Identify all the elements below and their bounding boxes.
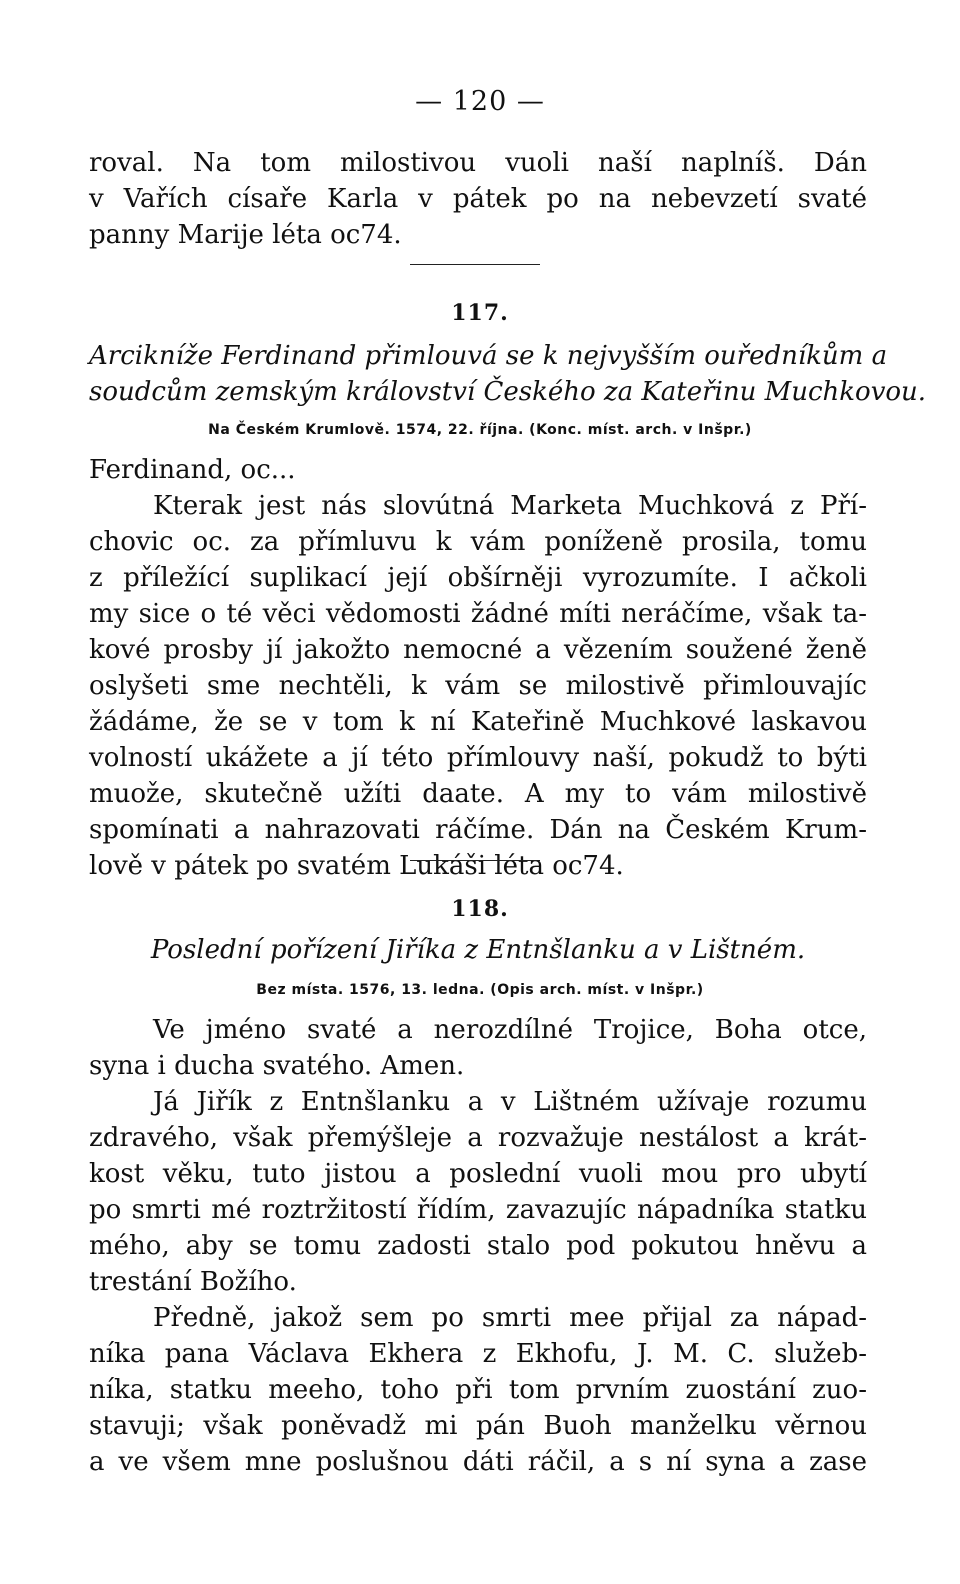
- section-divider: [410, 264, 540, 265]
- text-line: chovic oc. za přímluvu k vám poníženě prosila, tomu: [89, 527, 867, 557]
- text-line: oslyšeti sme nechtěli, k vám se milostivě přimlouvajíc: [89, 671, 867, 701]
- text-line: po smrti mé roztržitostí řídím, zavazujíc nápadníka statku: [89, 1195, 867, 1225]
- document-source: Bez místa. 1576, 13. ledna. (Opis arch. míst. v Inšpr.): [256, 982, 704, 998]
- text-line: kost věku, tuto jistou a poslední vuoli mou pro ubytí: [89, 1159, 867, 1189]
- text-line: mého, aby se tomu zadosti stalo pod pokutou hněvu a: [89, 1231, 867, 1261]
- document-number: 118.: [451, 896, 509, 922]
- text-line: syna i ducha svatého. Amen.: [89, 1051, 465, 1081]
- text-line: zdravého, však přemýšleje a rozvažuje nestálost a krát-: [89, 1123, 867, 1153]
- text-line: panny Marije léta oc74.: [89, 220, 402, 250]
- text-line: Já Jiřík z Entnšlanku a v Lištném užívaje rozumu: [153, 1087, 867, 1117]
- title-line: Poslední pořízení Jiříka z Entnšlanku a v Lištném.: [150, 935, 806, 965]
- text-line: trestání Božího.: [89, 1267, 297, 1297]
- text-line: níka, statku meeho, toho při tom prvním zuostání zuo-: [89, 1375, 867, 1405]
- text-line: roval. Na tom milostivou vuoli naší naplníš. Dán: [89, 148, 867, 178]
- text-line: lově v pátek po svatém Lukáši léta oc74.: [89, 851, 624, 881]
- document-number: 117.: [451, 300, 509, 326]
- section-divider: [410, 860, 540, 861]
- document-title: [89, 932, 867, 968]
- intro-paragraph: [89, 145, 867, 253]
- text-line: Kterak jest nás slovútná Marketa Muchková z Pří-: [153, 491, 867, 521]
- text-line: volností ukážete a jí této přímlouvy naší, pokudž to býti: [89, 743, 867, 773]
- text-line: Ve jméno svaté a nerozdílné Trojice, Boha otce,: [153, 1015, 867, 1045]
- text-line: z příležící suplikací její obšírněji vyrozumíte. I ačkoli: [89, 563, 867, 593]
- text-line: níka pana Václava Ekhera z Ekhofu, J. M. C. služeb-: [89, 1339, 867, 1369]
- document-title: [89, 338, 927, 410]
- title-line: soudcům zemským království Českého za Kateřinu Muchkovou.: [89, 377, 927, 407]
- document-body: [89, 1012, 867, 1480]
- text-line: spomínati a nahrazovati ráčíme. Dán na Českém Krum-: [89, 815, 867, 845]
- document-body: [89, 452, 867, 884]
- text-line: žádáme, že se v tom k ní Kateřině Muchkové laskavou: [89, 707, 867, 737]
- text-line: muože, skutečně užíti daate. A my to vám milostivě: [89, 779, 867, 809]
- text-line: Předně, jakož sem po smrti mee přijal za nápad-: [153, 1303, 867, 1333]
- text-line: stavuji; však poněvadž mi pán Buoh manželku věrnou: [89, 1411, 867, 1441]
- salutation-line: Ferdinand, oc...: [89, 455, 296, 485]
- text-line: v Vařích císaře Karla v pátek po na nebevzetí svaté: [89, 184, 867, 214]
- document-source: Na Českém Krumlově. 1574, 22. října. (Konc. míst. arch. v Inšpr.): [208, 422, 752, 438]
- text-line: a ve všem mne poslušnou dáti ráčil, a s ní syna a zase: [89, 1447, 867, 1477]
- text-line: kové prosby jí jakožto nemocné a vězením soužené ženě: [89, 635, 867, 665]
- page-number: — 120 —: [415, 86, 545, 117]
- text-line: my sice o té věci vědomosti žádné míti neráčíme, však ta-: [89, 599, 867, 629]
- title-line: Arcikníže Ferdinand přimlouvá se k nejvyšším ouředníkům a: [89, 341, 888, 371]
